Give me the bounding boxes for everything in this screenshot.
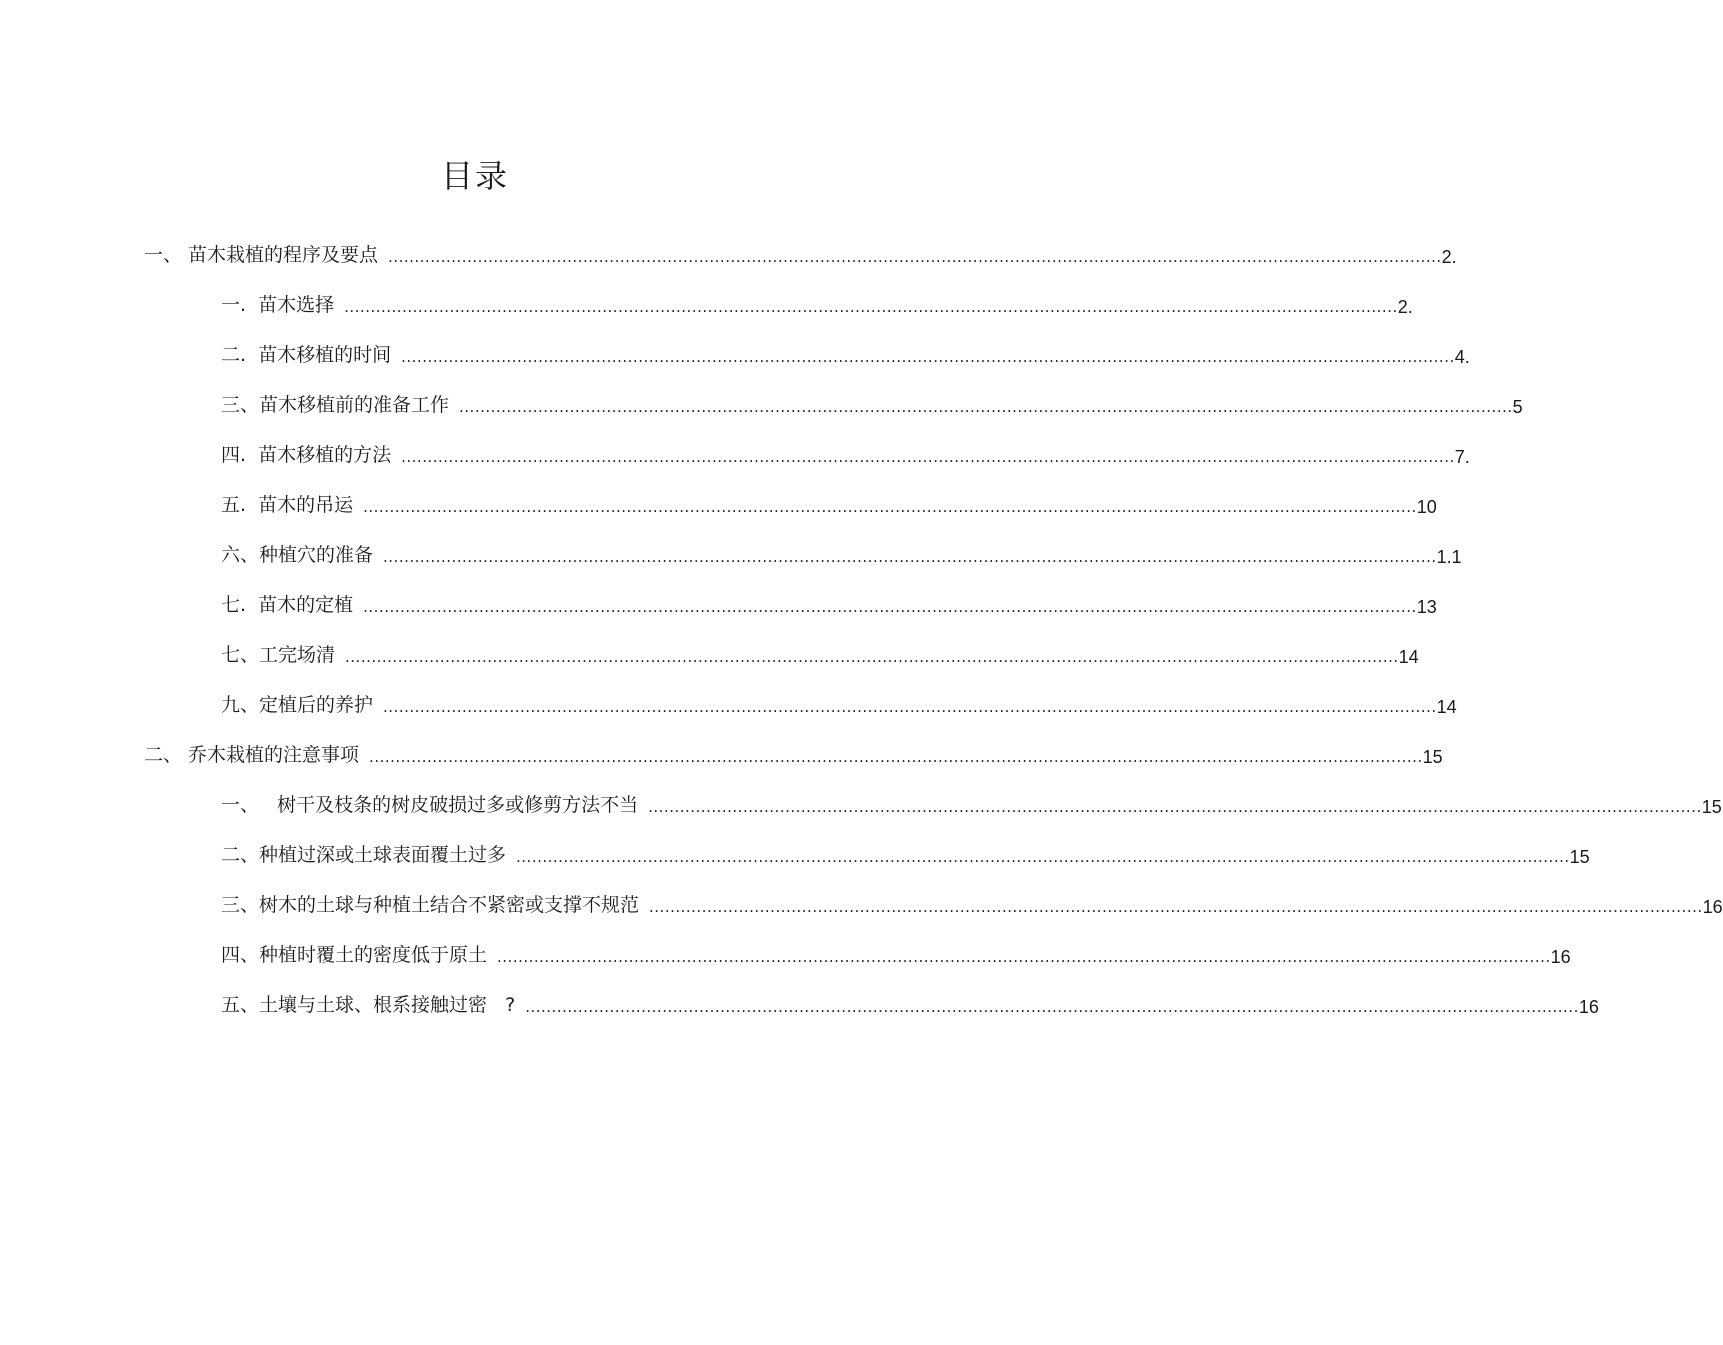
toc-dot-leader: ........................................................................................................................................................................................................ (648, 798, 1702, 816)
toc-dot-leader: ........................................................................................................................................................................................................ (459, 398, 1513, 416)
toc-entry-page-number: 2. (1397, 297, 1413, 317)
toc-entry[interactable] (221, 390, 1523, 420)
toc-dot-leader: ........................................................................................................................................................................................................ (497, 948, 1551, 966)
toc-entry-label: 六、种植穴的准备 (221, 544, 374, 566)
toc-dot-leader: ........................................................................................................................................................................................................ (369, 748, 1423, 766)
toc-entry-page-number: 1.1 (1436, 547, 1462, 567)
toc-entry-label: 四、种植时覆土的密度低于原土 (221, 944, 488, 966)
toc-entry[interactable] (221, 590, 1437, 620)
toc-entry-label: 三、苗木移植前的准备工作 (221, 394, 450, 416)
toc-entry[interactable] (221, 290, 1413, 320)
toc-entry-label: 二. 苗木移植的时间 (221, 344, 392, 366)
toc-entry-label: 九、定植后的养护 (221, 694, 374, 716)
toc-dot-leader: ........................................................................................................................................................................................................ (388, 248, 1442, 266)
toc-dot-leader: ........................................................................................................................................................................................................ (401, 348, 1455, 366)
toc-entry-label: 二、种植过深或土球表面覆土过多 (221, 844, 507, 866)
toc-dot-leader: ........................................................................................................................................................................................................ (344, 298, 1398, 316)
toc-entry-page-number: 14 (1436, 697, 1457, 717)
toc-entry-label: 七、工完场清 (221, 644, 336, 666)
toc-entry[interactable] (221, 690, 1457, 720)
toc-entry-page-number: 16 (1578, 997, 1599, 1017)
toc-entry-page-number: 5 (1512, 397, 1523, 417)
toc-entry-label: 七. 苗木的定植 (221, 594, 354, 616)
toc-dot-leader: ........................................................................................................................................................................................................ (649, 898, 1703, 916)
toc-entry[interactable] (221, 440, 1470, 470)
toc-entry[interactable] (221, 490, 1437, 520)
toc-entry[interactable] (221, 540, 1462, 570)
toc-entry-label: 一. 苗木选择 (221, 294, 335, 316)
toc-dot-leader: ........................................................................................................................................................................................................ (516, 848, 1570, 866)
toc-entry[interactable] (221, 790, 1722, 820)
toc-entry-label: 一、 苗木栽植的程序及要点 (144, 244, 379, 266)
toc-entry-label: 五、土壤与土球、根系接触过密 ? (221, 994, 516, 1016)
toc-dot-leader: ........................................................................................................................................................................................................ (525, 998, 1579, 1016)
toc-dot-leader: ........................................................................................................................................................................................................ (383, 698, 1437, 716)
toc-entry[interactable] (144, 240, 1457, 270)
toc-entry-page-number: 16 (1550, 947, 1571, 967)
toc-entry-page-number: 7. (1454, 447, 1470, 467)
toc-dot-leader: ........................................................................................................................................................................................................ (383, 548, 1437, 566)
toc-dot-leader: ........................................................................................................................................................................................................ (363, 498, 1417, 516)
toc-entry-label: 四. 苗木移植的方法 (221, 444, 392, 466)
toc-entry-page-number: 4. (1454, 347, 1470, 367)
toc-entry[interactable] (221, 890, 1723, 920)
toc-entry-page-number: 14 (1398, 647, 1419, 667)
toc-entry-page-number: 13 (1416, 597, 1437, 617)
toc-entry[interactable] (221, 940, 1571, 970)
toc-entry[interactable] (221, 640, 1419, 670)
toc-dot-leader: ........................................................................................................................................................................................................ (401, 448, 1455, 466)
toc-entry-page-number: 15 (1422, 747, 1443, 767)
toc-entry[interactable] (221, 990, 1599, 1020)
toc-entry[interactable] (221, 840, 1590, 870)
toc-entry-label: 二、 乔木栽植的注意事项 (144, 744, 360, 766)
toc-entry-label: 一、 树干及枝条的树皮破损过多或修剪方法不当 (221, 794, 639, 816)
toc-entry[interactable] (144, 740, 1443, 770)
toc-entry-label: 三、树木的土球与种植土结合不紧密或支撑不规范 (221, 894, 640, 916)
toc-entry-page-number: 16 (1702, 897, 1723, 917)
toc-entry-page-number: 10 (1416, 497, 1437, 517)
toc-entry-page-number: 2. (1441, 247, 1457, 267)
toc-entry-page-number: 15 (1701, 797, 1722, 817)
toc-entry-label: 五. 苗木的吊运 (221, 494, 354, 516)
toc-dot-leader: ........................................................................................................................................................................................................ (345, 648, 1399, 666)
page-title: 目录 (440, 157, 509, 195)
toc-entry-page-number: 15 (1569, 847, 1590, 867)
toc-dot-leader: ........................................................................................................................................................................................................ (363, 598, 1417, 616)
toc-entry[interactable] (221, 340, 1470, 370)
